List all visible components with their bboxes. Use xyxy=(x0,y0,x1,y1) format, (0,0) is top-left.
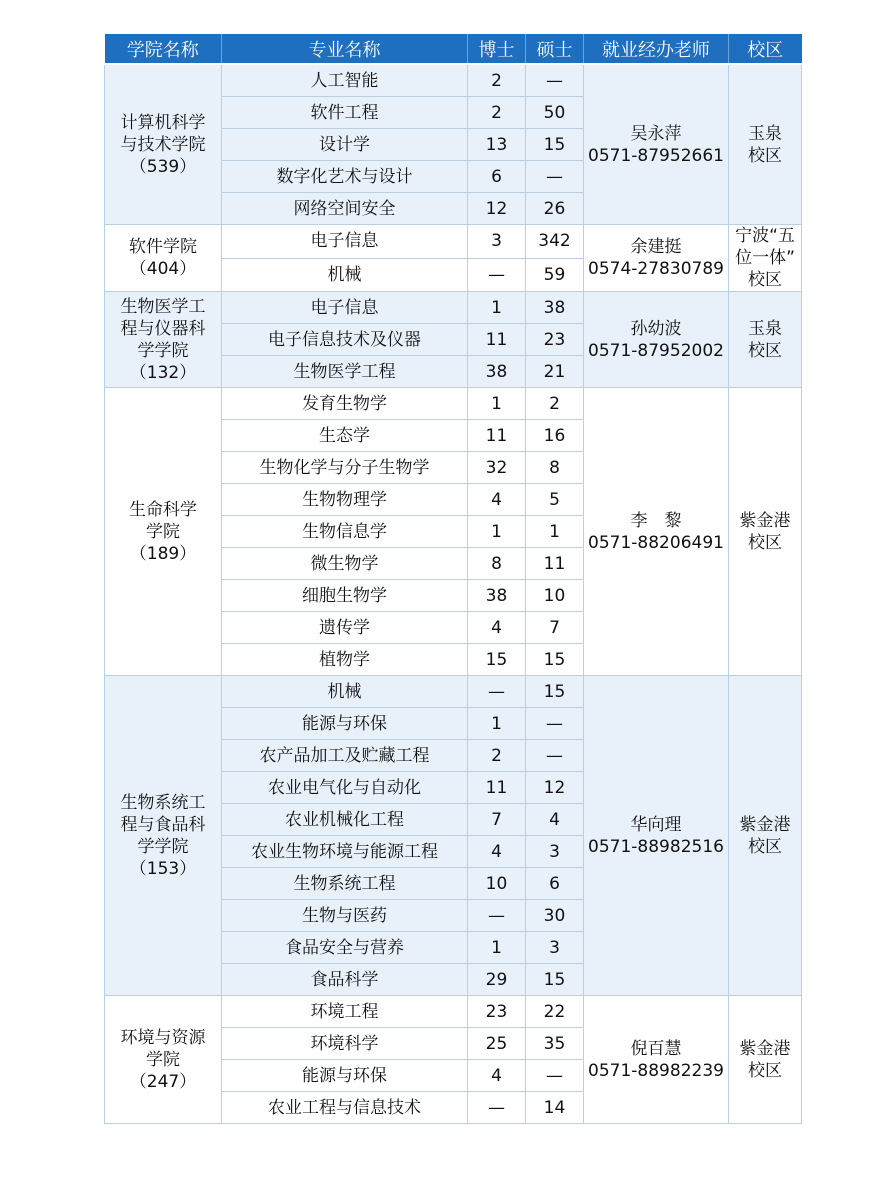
header-college: 学院名称 xyxy=(105,34,222,64)
header-teacher: 就业经办老师 xyxy=(584,34,729,64)
college-name-line: （153） xyxy=(129,858,197,879)
table-row xyxy=(105,388,802,420)
campus-line: 玉泉 xyxy=(748,123,782,144)
college-name-line: 生命科学 xyxy=(129,499,197,520)
campus-line: 紫金港 xyxy=(739,1038,791,1059)
master-count-cell: 14 xyxy=(526,1092,584,1124)
major-cell: 设计学 xyxy=(222,129,468,161)
master-count-cell: 50 xyxy=(526,97,584,129)
major-cell: 网络空间安全 xyxy=(222,193,468,225)
table-row xyxy=(105,996,802,1028)
major-cell: 环境工程 xyxy=(222,996,468,1028)
master-count-cell: 15 xyxy=(526,676,584,708)
phd-count-cell: 8 xyxy=(468,548,526,580)
college-name-line: （404） xyxy=(129,259,197,279)
college-group xyxy=(105,996,802,1124)
phd-count-cell: 1 xyxy=(468,388,526,420)
campus-line: 校区 xyxy=(748,270,782,290)
major-cell: 生物系统工程 xyxy=(222,868,468,900)
teacher-line: 0571-87952661 xyxy=(588,145,724,166)
teacher-cell xyxy=(584,676,729,996)
college-name-line: 生物系统工 xyxy=(120,792,206,813)
major-cell: 环境科学 xyxy=(222,1028,468,1060)
table-row xyxy=(105,676,802,708)
teacher-line: 倪百慧 xyxy=(630,1038,682,1059)
phd-count-cell: 1 xyxy=(468,708,526,740)
major-cell: 电子信息 xyxy=(222,292,468,324)
header-row xyxy=(105,34,802,64)
college-name-line: 学院 xyxy=(146,521,180,542)
major-cell: 遗传学 xyxy=(222,612,468,644)
master-count-cell: 8 xyxy=(526,452,584,484)
college-name-line: 程与食品科 xyxy=(120,814,206,835)
campus-line: 紫金港 xyxy=(739,814,791,835)
major-cell: 农业电气化与自动化 xyxy=(222,772,468,804)
college-group xyxy=(105,676,802,996)
phd-count-cell: 4 xyxy=(468,612,526,644)
teacher-line: 李 黎 xyxy=(630,510,682,531)
phd-count-cell: 2 xyxy=(468,97,526,129)
master-count-cell: 10 xyxy=(526,580,584,612)
phd-count-cell: 3 xyxy=(468,225,526,259)
master-count-cell: 15 xyxy=(526,129,584,161)
teacher-line: 0571-88982516 xyxy=(588,836,724,857)
college-name-cell xyxy=(105,676,222,996)
major-cell: 软件工程 xyxy=(222,97,468,129)
master-count-cell: 4 xyxy=(526,804,584,836)
phd-count-cell: 4 xyxy=(468,836,526,868)
phd-count-cell: 11 xyxy=(468,324,526,356)
phd-count-cell: 2 xyxy=(468,740,526,772)
major-cell: 生物信息学 xyxy=(222,516,468,548)
college-name-line: 学学院 xyxy=(137,836,189,857)
major-cell: 数字化艺术与设计 xyxy=(222,161,468,193)
phd-count-cell: 13 xyxy=(468,129,526,161)
college-group xyxy=(105,292,802,388)
college-name-line: 程与仪器科 xyxy=(120,318,206,339)
master-count-cell: 3 xyxy=(526,932,584,964)
phd-count-cell: 23 xyxy=(468,996,526,1028)
phd-count-cell: 6 xyxy=(468,161,526,193)
phd-count-cell: 4 xyxy=(468,484,526,516)
campus-line: 玉泉 xyxy=(748,318,782,339)
campus-line: 校区 xyxy=(748,340,782,361)
college-name-cell xyxy=(105,996,222,1124)
phd-count-cell: 32 xyxy=(468,452,526,484)
master-count-cell: 342 xyxy=(526,225,584,259)
master-count-cell: 12 xyxy=(526,772,584,804)
major-cell: 微生物学 xyxy=(222,548,468,580)
college-name-line: 环境与资源 xyxy=(120,1027,206,1048)
major-cell: 生物医学工程 xyxy=(222,356,468,388)
college-name-cell xyxy=(105,225,222,292)
master-count-cell: 2 xyxy=(526,388,584,420)
master-count-cell: 16 xyxy=(526,420,584,452)
major-cell: 食品科学 xyxy=(222,964,468,996)
master-count-cell: 23 xyxy=(526,324,584,356)
master-count-cell: — xyxy=(526,740,584,772)
campus-line: 校区 xyxy=(748,836,782,857)
campus-cell xyxy=(729,225,802,292)
master-count-cell: 30 xyxy=(526,900,584,932)
header-phd: 博士 xyxy=(468,34,526,64)
phd-count-cell: 11 xyxy=(468,772,526,804)
phd-count-cell: 7 xyxy=(468,804,526,836)
campus-cell xyxy=(729,388,802,676)
college-group xyxy=(105,388,802,676)
campus-cell xyxy=(729,292,802,388)
table-row xyxy=(105,292,802,324)
phd-count-cell: 38 xyxy=(468,356,526,388)
phd-count-cell: 1 xyxy=(468,932,526,964)
master-count-cell: 21 xyxy=(526,356,584,388)
major-cell: 植物学 xyxy=(222,644,468,676)
major-cell: 生物与医药 xyxy=(222,900,468,932)
college-name-line: 与技术学院 xyxy=(120,134,206,155)
college-name-line: 学院 xyxy=(146,1049,180,1070)
major-cell: 食品安全与营养 xyxy=(222,932,468,964)
major-cell: 机械 xyxy=(222,676,468,708)
teacher-cell xyxy=(584,292,729,388)
college-name-line: 软件学院 xyxy=(129,237,197,257)
campus-line: 紫金港 xyxy=(739,510,791,531)
teacher-line: 0571-88982239 xyxy=(588,1060,724,1081)
teacher-line: 吴永萍 xyxy=(630,123,682,144)
phd-count-cell: 12 xyxy=(468,193,526,225)
phd-count-cell: 15 xyxy=(468,644,526,676)
teacher-line: 华向理 xyxy=(630,814,682,835)
master-count-cell: 7 xyxy=(526,612,584,644)
phd-count-cell: 1 xyxy=(468,292,526,324)
major-cell: 人工智能 xyxy=(222,64,468,97)
college-name-cell xyxy=(105,388,222,676)
phd-count-cell: 38 xyxy=(468,580,526,612)
phd-count-cell: 2 xyxy=(468,64,526,97)
campus-cell xyxy=(729,676,802,996)
master-count-cell: 15 xyxy=(526,644,584,676)
phd-count-cell: 4 xyxy=(468,1060,526,1092)
phd-count-cell: 1 xyxy=(468,516,526,548)
header-campus: 校区 xyxy=(729,34,802,64)
major-cell: 农业工程与信息技术 xyxy=(222,1092,468,1124)
college-group xyxy=(105,64,802,225)
table-row xyxy=(105,225,802,259)
major-cell: 能源与环保 xyxy=(222,708,468,740)
phd-count-cell: — xyxy=(468,676,526,708)
table-row xyxy=(105,64,802,97)
teacher-line: 孙幼波 xyxy=(630,318,682,339)
master-count-cell: 11 xyxy=(526,548,584,580)
master-count-cell: 1 xyxy=(526,516,584,548)
teacher-cell xyxy=(584,996,729,1124)
master-count-cell: — xyxy=(526,708,584,740)
phd-count-cell: — xyxy=(468,900,526,932)
campus-line: 宁波“五 xyxy=(735,226,795,246)
master-count-cell: 59 xyxy=(526,258,584,292)
employment-table xyxy=(104,34,802,1124)
phd-count-cell: — xyxy=(468,258,526,292)
table-header xyxy=(105,34,802,64)
phd-count-cell: — xyxy=(468,1092,526,1124)
campus-line: 校区 xyxy=(748,532,782,553)
major-cell: 细胞生物学 xyxy=(222,580,468,612)
major-cell: 生态学 xyxy=(222,420,468,452)
master-count-cell: — xyxy=(526,1060,584,1092)
college-group xyxy=(105,225,802,292)
college-name-line: 学学院 xyxy=(137,340,189,361)
college-name-line: （247） xyxy=(129,1071,197,1092)
major-cell: 电子信息 xyxy=(222,225,468,259)
phd-count-cell: 25 xyxy=(468,1028,526,1060)
teacher-line: 0571-87952002 xyxy=(588,340,724,361)
college-name-line: 生物医学工 xyxy=(120,296,206,317)
teacher-line: 余建挺 xyxy=(630,237,682,257)
campus-line: 校区 xyxy=(748,1060,782,1081)
master-count-cell: 35 xyxy=(526,1028,584,1060)
campus-line: 位一体” xyxy=(735,248,795,268)
college-name-line: （132） xyxy=(129,362,197,383)
master-count-cell: 26 xyxy=(526,193,584,225)
campus-cell xyxy=(729,64,802,225)
master-count-cell: — xyxy=(526,161,584,193)
phd-count-cell: 29 xyxy=(468,964,526,996)
campus-cell xyxy=(729,996,802,1124)
college-name-cell xyxy=(105,64,222,225)
phd-count-cell: 11 xyxy=(468,420,526,452)
major-cell: 发育生物学 xyxy=(222,388,468,420)
major-cell: 农业机械化工程 xyxy=(222,804,468,836)
major-cell: 农业生物环境与能源工程 xyxy=(222,836,468,868)
master-count-cell: 22 xyxy=(526,996,584,1028)
college-name-line: （189） xyxy=(129,543,197,564)
master-count-cell: 6 xyxy=(526,868,584,900)
teacher-cell xyxy=(584,225,729,292)
header-master: 硕士 xyxy=(526,34,584,64)
header-major: 专业名称 xyxy=(222,34,468,64)
teacher-line: 0574-27830789 xyxy=(588,259,724,279)
campus-line: 校区 xyxy=(748,145,782,166)
master-count-cell: 38 xyxy=(526,292,584,324)
teacher-cell xyxy=(584,64,729,225)
master-count-cell: 5 xyxy=(526,484,584,516)
major-cell: 生物化学与分子生物学 xyxy=(222,452,468,484)
master-count-cell: — xyxy=(526,64,584,97)
college-name-cell xyxy=(105,292,222,388)
college-name-line: （539） xyxy=(129,156,197,177)
major-cell: 生物物理学 xyxy=(222,484,468,516)
major-cell: 电子信息技术及仪器 xyxy=(222,324,468,356)
major-cell: 机械 xyxy=(222,258,468,292)
teacher-cell xyxy=(584,388,729,676)
phd-count-cell: 10 xyxy=(468,868,526,900)
master-count-cell: 3 xyxy=(526,836,584,868)
major-cell: 能源与环保 xyxy=(222,1060,468,1092)
major-cell: 农产品加工及贮藏工程 xyxy=(222,740,468,772)
college-name-line: 计算机科学 xyxy=(120,112,206,133)
teacher-line: 0571-88206491 xyxy=(588,532,724,553)
master-count-cell: 15 xyxy=(526,964,584,996)
